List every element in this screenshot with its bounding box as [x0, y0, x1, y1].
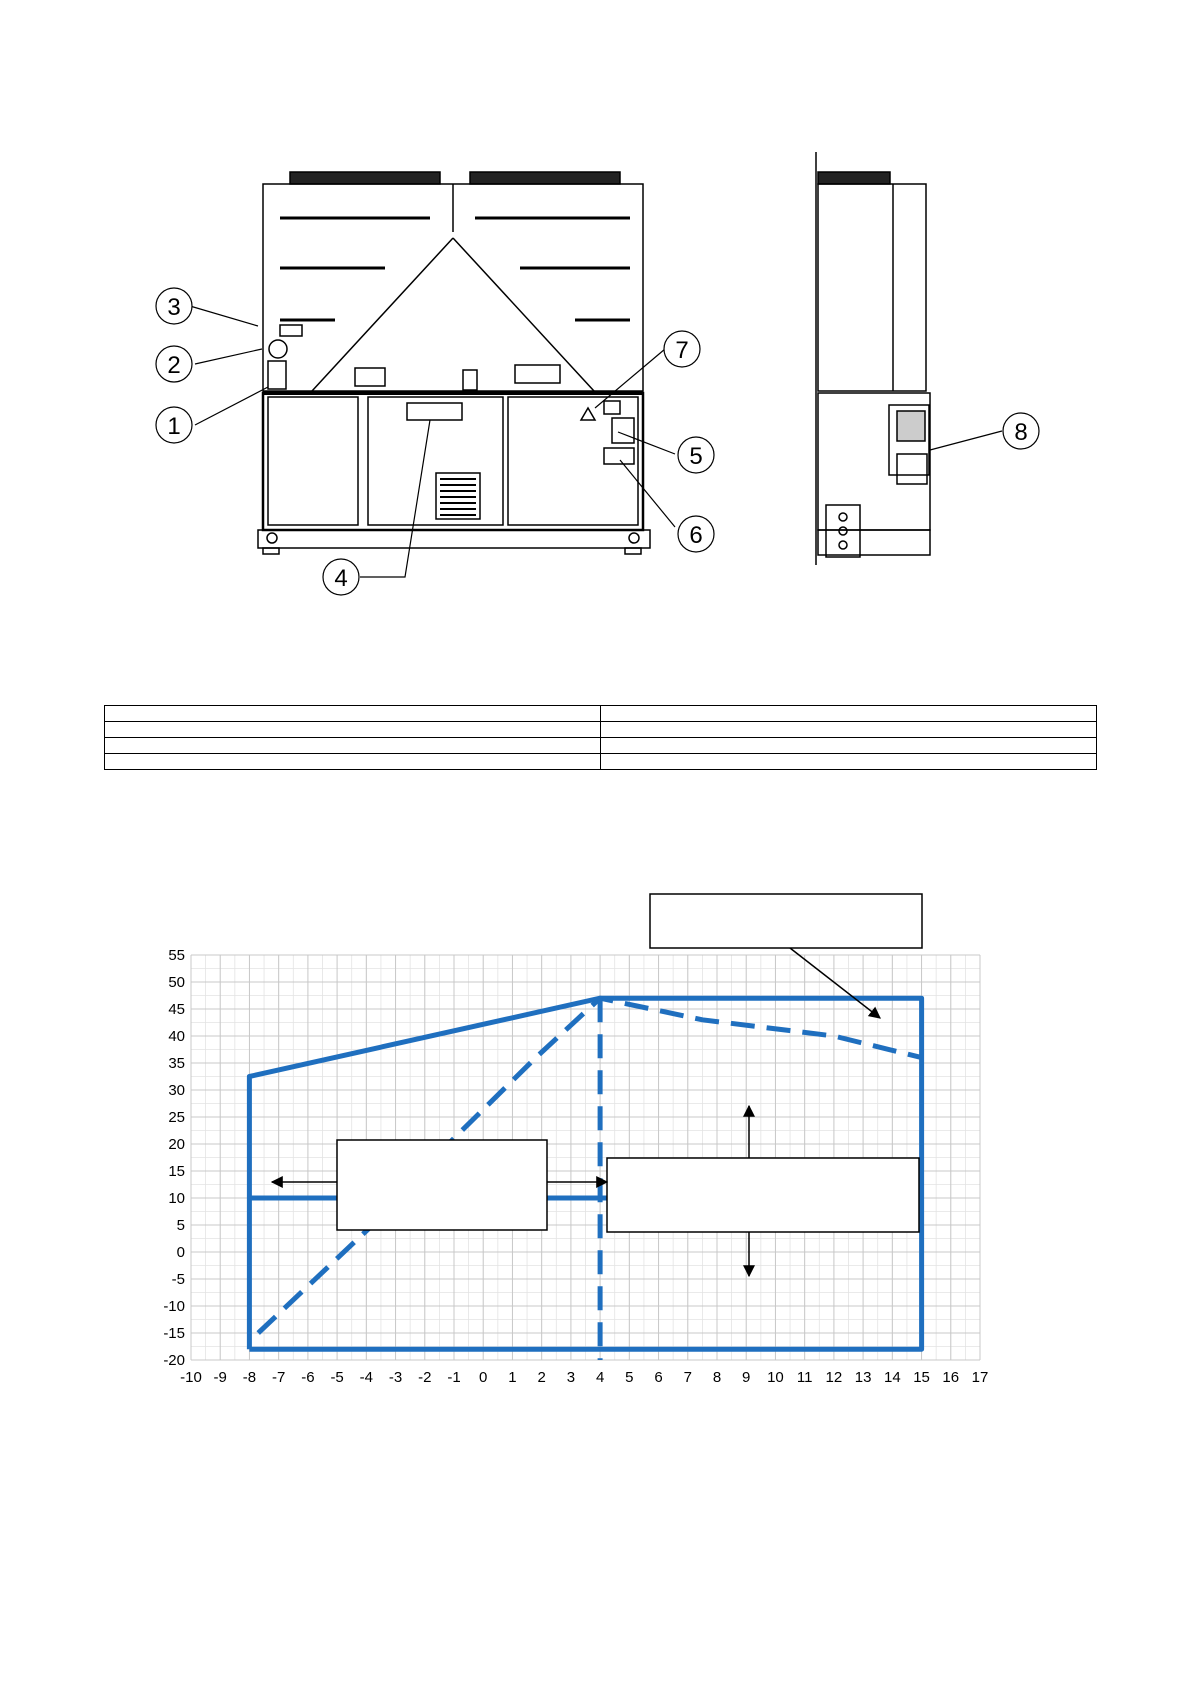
- x-tick-label: 4: [595, 1369, 605, 1386]
- x-tick-label: 0: [479, 1369, 488, 1386]
- callout-6: 6: [689, 522, 703, 549]
- table-cell: [105, 754, 601, 770]
- x-tick-label: 10: [767, 1369, 784, 1386]
- y-tick-label: -5: [171, 1271, 185, 1288]
- x-tick-label: 11: [796, 1369, 813, 1386]
- table-cell: [601, 722, 1097, 738]
- callout-7: 7: [675, 337, 689, 364]
- y-tick-label: 20: [168, 1136, 185, 1153]
- x-tick-label: 6: [654, 1369, 663, 1386]
- table-cell: [601, 706, 1097, 722]
- unit-drawing: [0, 0, 1190, 620]
- table-cell: [105, 722, 601, 738]
- callout-3: 3: [167, 294, 181, 321]
- x-tick-label: -6: [301, 1369, 315, 1386]
- table-row: [105, 738, 1097, 754]
- fan-grille-right: [470, 172, 620, 184]
- y-tick-label: 30: [168, 1082, 185, 1099]
- x-tick-label: -8: [242, 1369, 257, 1386]
- y-tick-label: 40: [168, 1028, 185, 1045]
- x-tick-label: 14: [883, 1369, 901, 1386]
- x-tick-label: 9: [742, 1369, 751, 1386]
- x-tick-label: 2: [537, 1369, 546, 1386]
- table-cell: [105, 706, 601, 722]
- x-tick-label: 7: [683, 1369, 692, 1386]
- y-tick-label: 35: [168, 1055, 185, 1072]
- y-tick-label: 45: [168, 1001, 185, 1018]
- x-tick-label: -4: [359, 1369, 374, 1386]
- y-tick-label: -20: [163, 1352, 185, 1369]
- callout-2: 2: [167, 352, 181, 379]
- y-tick-label: -15: [163, 1325, 185, 1342]
- x-tick-label: -7: [271, 1369, 286, 1386]
- x-tick-label: -10: [180, 1369, 202, 1386]
- x-tick-label: 8: [712, 1369, 722, 1386]
- annotation-arrow-1: [790, 948, 880, 1018]
- y-tick-label: 55: [168, 947, 185, 964]
- table-row: [105, 706, 1097, 722]
- chart-annotations: [272, 894, 922, 1276]
- side-grille: [818, 172, 890, 184]
- x-tick-label: 17: [971, 1369, 989, 1386]
- x-tick-label: 1: [508, 1369, 517, 1386]
- x-tick-label: 13: [854, 1369, 872, 1386]
- callout-5: 5: [689, 443, 703, 470]
- table-cell: [105, 738, 601, 754]
- table-row: [105, 722, 1097, 738]
- x-tick-label: 12: [825, 1369, 843, 1386]
- callout-8: 8: [1014, 419, 1028, 446]
- y-tick-label: 0: [176, 1244, 185, 1261]
- fan-grille-left: [290, 172, 440, 184]
- x-tick-label: 16: [942, 1369, 960, 1386]
- x-tick-label: 15: [913, 1369, 930, 1386]
- x-tick-label: 5: [625, 1369, 634, 1386]
- x-tick-label: -2: [418, 1369, 432, 1386]
- x-tick-labels: [180, 1369, 988, 1386]
- x-tick-label: -9: [213, 1369, 227, 1386]
- x-tick-label: 3: [566, 1369, 576, 1386]
- callout-1: 1: [167, 413, 181, 440]
- annotation-box-3: [607, 1158, 919, 1232]
- callout-4: 4: [334, 565, 348, 592]
- table-cell: [601, 754, 1097, 770]
- y-tick-label: 5: [176, 1217, 185, 1234]
- y-tick-label: 50: [168, 974, 185, 991]
- y-tick-label: 10: [168, 1190, 185, 1207]
- annotation-box-1: [650, 894, 922, 948]
- annotation-box-2: [337, 1140, 547, 1230]
- table-row: [105, 754, 1097, 770]
- y-tick-label: 25: [168, 1109, 185, 1126]
- table-cell: [601, 738, 1097, 754]
- x-tick-label: -1: [447, 1369, 461, 1386]
- y-tick-label: 15: [168, 1163, 185, 1180]
- y-tick-label: -10: [163, 1298, 185, 1315]
- x-tick-label: -3: [388, 1369, 403, 1386]
- x-tick-label: -5: [330, 1369, 344, 1386]
- legend-table: [104, 705, 1097, 770]
- y-tick-labels: [163, 947, 185, 1369]
- operating-envelope-chart: [0, 880, 1190, 1440]
